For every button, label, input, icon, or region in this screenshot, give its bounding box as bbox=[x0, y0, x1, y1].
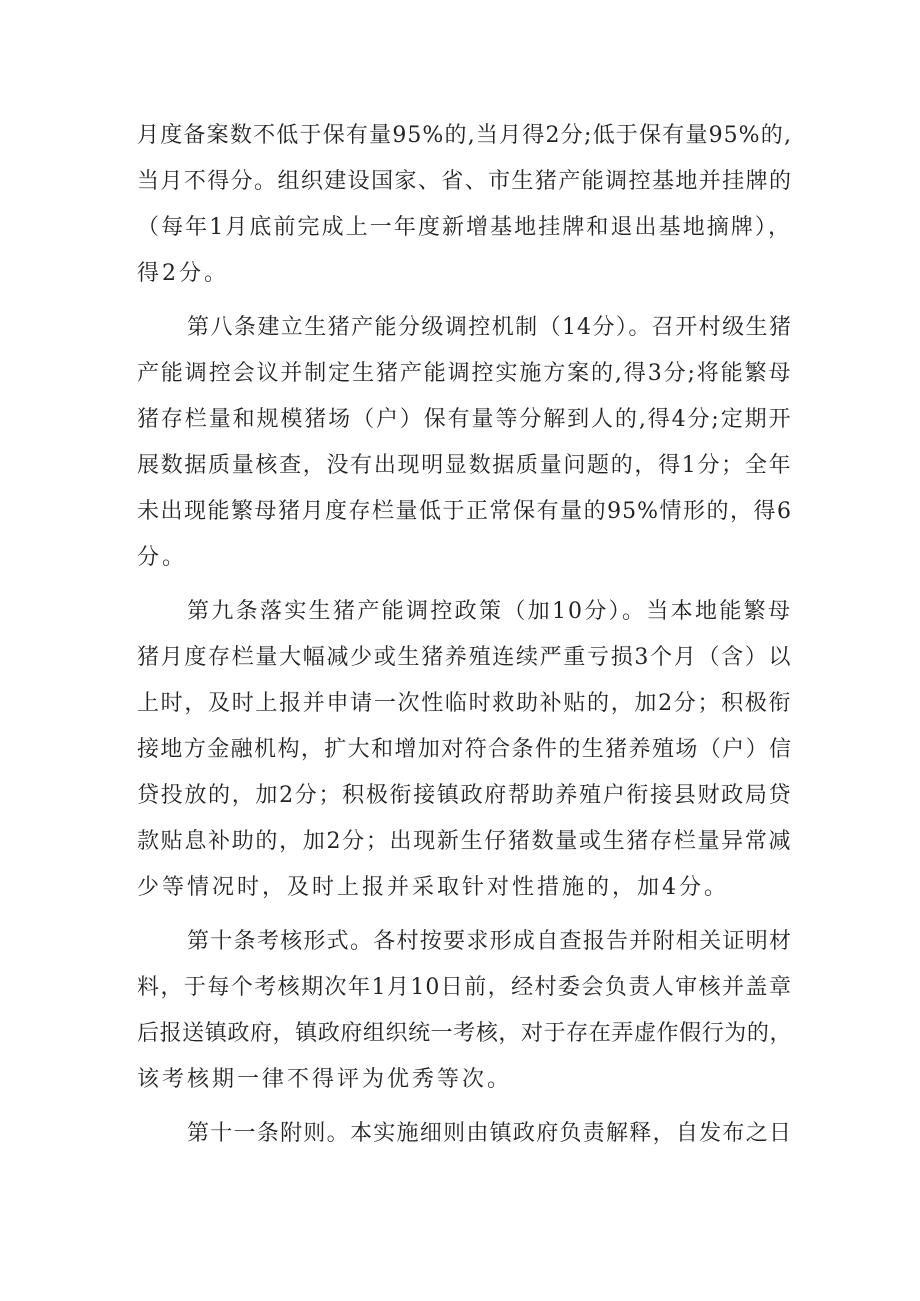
text-line: 料，于每个考核期次年1月10日前，经村委会负责人审核并盖章 bbox=[137, 975, 792, 1000]
text-line: 少等情况时，及时上报并采取针对性措施的，加4分。 bbox=[137, 875, 729, 900]
text-line: 款贴息补助的，加2分；出现新生仔猪数量或生猪存栏量异常减 bbox=[137, 829, 792, 854]
text-line: 月度备案数不低于保有量95%的,当月得2分;低于保有量95%的, bbox=[137, 123, 792, 148]
article-heading-line: 第十条考核形式。各村按要求形成自查报告并附相关证明材 bbox=[187, 929, 792, 954]
text-line: 产能调控会议并制定生猪产能调控实施方案的,得3分;将能繁母 bbox=[137, 361, 792, 386]
text-line: 该考核期一律不得评为优秀等次。 bbox=[137, 1067, 513, 1092]
text-line: 贷投放的，加2分；积极衔接镇政府帮助养殖户衔接县财政局贷 bbox=[137, 783, 792, 808]
text-line: 得2分。 bbox=[137, 261, 229, 286]
article-heading-line: 第九条落实生猪产能调控政策（加10分）。当本地能繁母 bbox=[187, 599, 792, 624]
article-heading-line: 第八条建立生猪产能分级调控机制（14分）。召开村级生猪 bbox=[187, 315, 792, 340]
text-line: 猪月度存栏量大幅减少或生猪养殖连续严重亏损3个月（含）以 bbox=[137, 645, 792, 670]
text-line: 上时，及时上报并申请一次性临时救助补贴的，加2分；积极衔 bbox=[137, 691, 792, 716]
text-line: 当月不得分。组织建设国家、省、市生猪产能调控基地并挂牌的 bbox=[137, 169, 792, 194]
text-line: 后报送镇政府，镇政府组织统一考核，对于存在弄虚作假行为的， bbox=[137, 1021, 792, 1046]
text-line: 展数据质量核查，没有出现明显数据质量问题的，得1分；全年 bbox=[137, 453, 792, 478]
text-line: 未出现能繁母猪月度存栏量低于正常保有量的95%情形的，得6 bbox=[137, 499, 792, 524]
article-heading-line: 第十一条附则。本实施细则由镇政府负责解释，自发布之日 bbox=[187, 1121, 792, 1146]
text-line: 接地方金融机构，扩大和增加对符合条件的生猪养殖场（户）信 bbox=[137, 737, 792, 762]
text-line: （每年1月底前完成上一年度新增基地挂牌和退出基地摘牌）， bbox=[137, 215, 792, 240]
text-line: 分。 bbox=[137, 545, 188, 570]
text-line: 猪存栏量和规模猪场（户）保有量等分解到人的,得4分;定期开 bbox=[137, 407, 792, 432]
